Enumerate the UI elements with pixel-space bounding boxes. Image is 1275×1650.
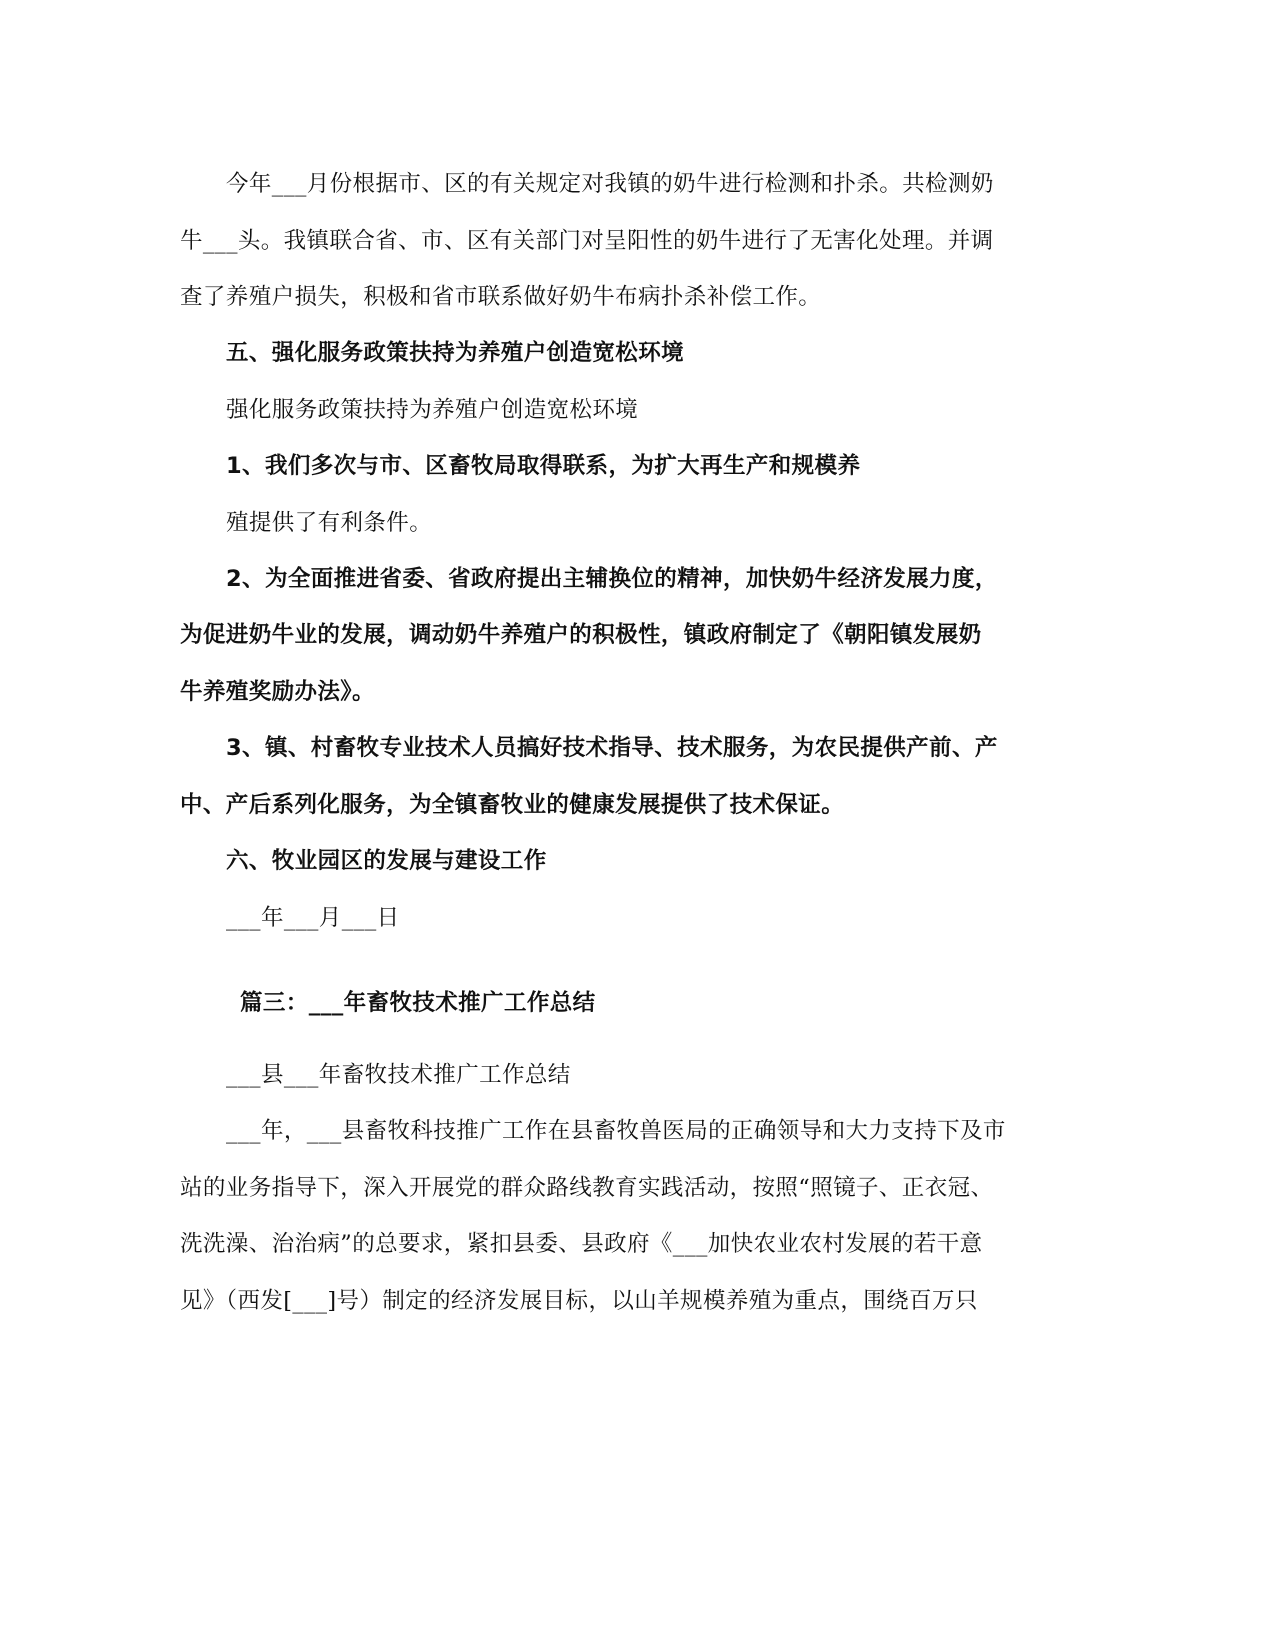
list-item-1-line-2: 殖提供了有利条件。 <box>226 510 433 536</box>
report-line-4: 见》（西发[___]号）制定的经济发展目标，以山羊规模养殖为重点，围绕百万只 <box>180 1288 978 1314</box>
list-item-3-line-1: 3、镇、村畜牧专业技术人员搞好技术指导、技术服务，为农民提供产前、产 <box>226 735 998 761</box>
report-line-2: 站的业务指导下，深入开展党的群众路线教育实践活动，按照“照镜子、正衣冠、 <box>180 1175 994 1201</box>
list-item-2-line-3: 牛养殖奖励办法》。 <box>180 679 375 705</box>
list-item-2-line-1: 2、为全面推进省委、省政府提出主辅换位的精神，加快奶牛经济发展力度， <box>226 566 998 592</box>
paragraph-line-1: 今年___月份根据市、区的有关规定对我镇的奶牛进行检测和扑杀。共检测奶 <box>226 171 994 197</box>
list-item-3-line-2: 中、产后系列化服务，为全镇畜牧业的健康发展提供了技术保证。 <box>180 792 845 818</box>
chapter-heading: 篇三：___年畜牧技术推广工作总结 <box>240 990 596 1016</box>
paragraph-line-3: 查了养殖户损失，积极和省市联系做好奶牛布病扑杀补偿工作。 <box>180 284 822 310</box>
list-item-1-line-1: 1、我们多次与市、区畜牧局取得联系，为扩大再生产和规模养 <box>226 453 861 479</box>
report-line-1: ___年，___县畜牧科技推广工作在县畜牧兽医局的正确领导和大力支持下及市 <box>226 1118 1006 1144</box>
paragraph-line-2: 牛___头。我镇联合省、市、区有关部门对呈阳性的奶牛进行了无害化处理。并调 <box>180 228 994 254</box>
date-line: ___年___月___日 <box>226 905 400 931</box>
section-heading-6: 六、牧业园区的发展与建设工作 <box>226 848 547 874</box>
report-line-3: 洗洗澡、治治病”的总要求，紧扣县委、县政府《___加快农业农村发展的若干意 <box>180 1231 983 1257</box>
list-item-2-line-2: 为促进奶牛业的发展，调动奶牛养殖户的积极性，镇政府制定了《朝阳镇发展奶 <box>180 622 982 648</box>
section-subheading: 强化服务政策扶持为养殖户创造宽松环境 <box>226 397 639 423</box>
section-heading-5: 五、强化服务政策扶持为养殖户创造宽松环境 <box>226 340 685 366</box>
report-title: ___县___年畜牧技术推广工作总结 <box>226 1062 571 1088</box>
